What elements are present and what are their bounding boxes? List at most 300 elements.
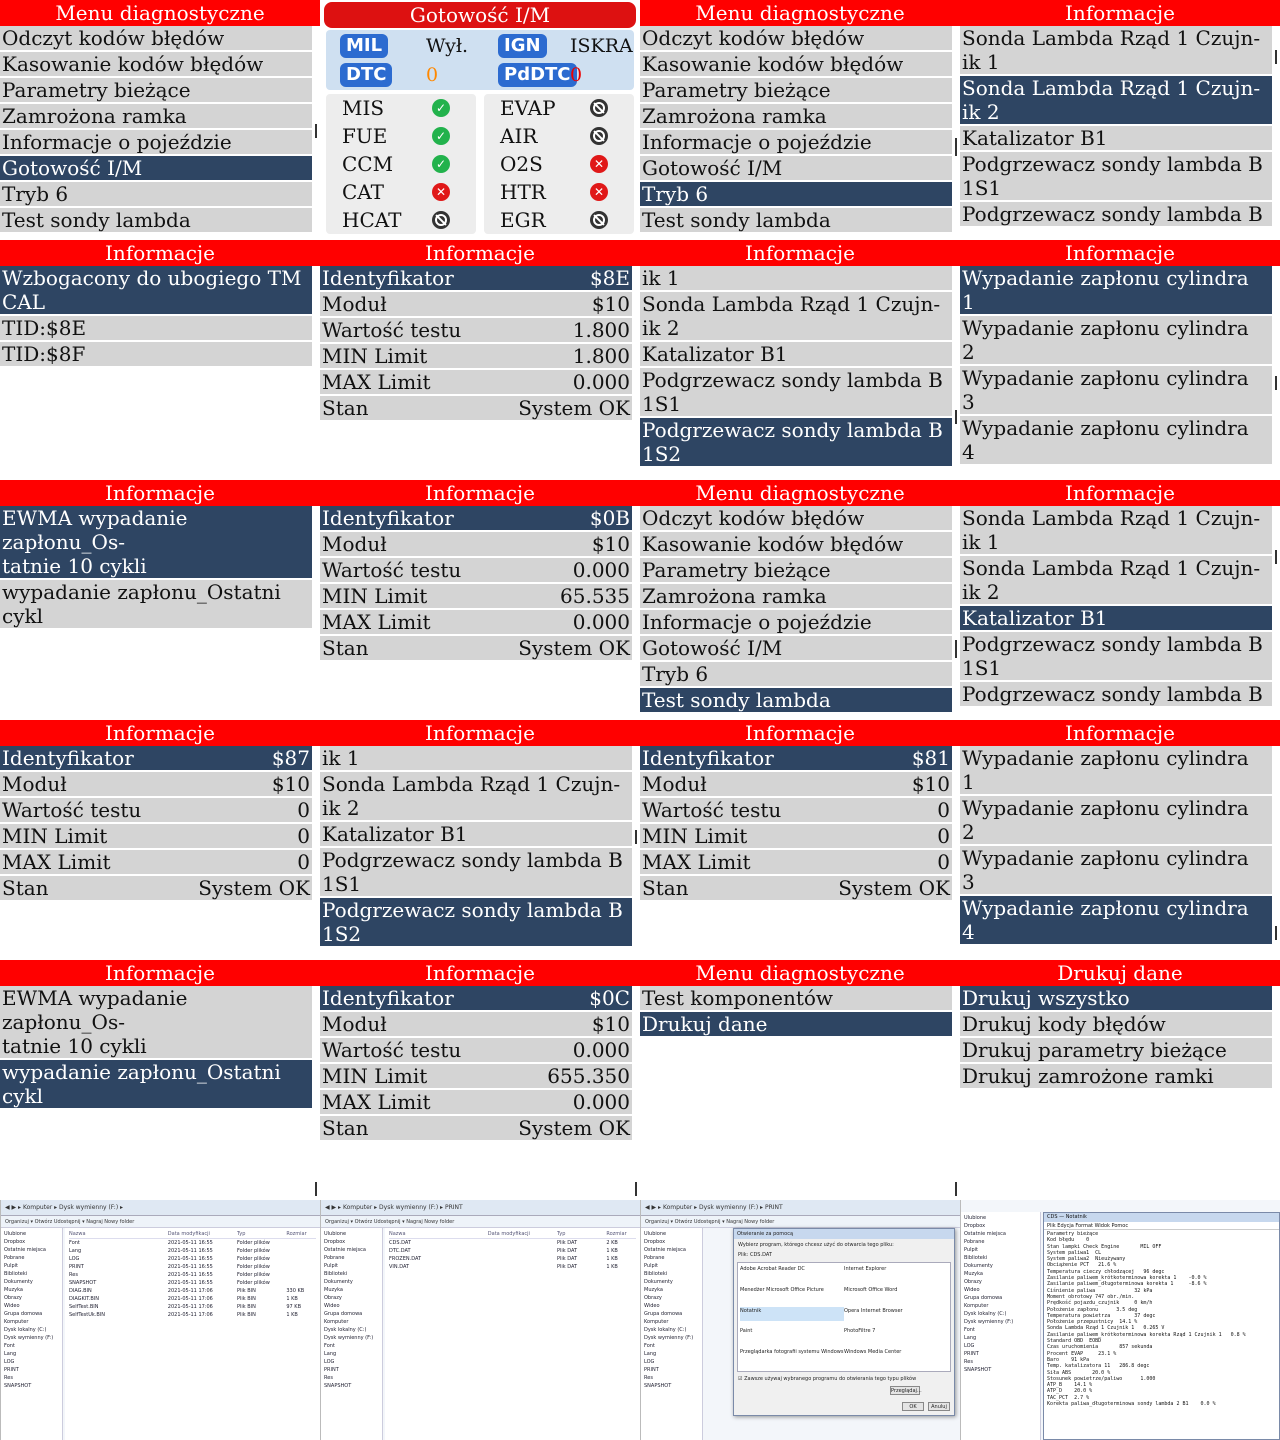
tree-item[interactable]: Ulubione [4,1231,27,1237]
list-item-sensor-2[interactable]: Sonda Lambda Rząd 1 Czujn- ik 2 [960,76,1272,124]
tree-item[interactable]: Pobrane [324,1255,345,1261]
menu-item-read-codes[interactable]: Odczyt kodów błędów [640,506,952,530]
tree-item[interactable]: Ostatnie miejsca [964,1231,1006,1237]
tree-item[interactable]: SNAPSHOT [4,1383,32,1389]
menu-item-print-all[interactable]: Drukuj wszystko [960,986,1272,1010]
list-item-misfire-4[interactable]: Wypadanie zapłonu cylindra 4 [960,416,1272,464]
menu-item-o2-test[interactable]: Test sondy lambda [640,688,952,712]
menu-item-print-codes[interactable]: Drukuj kody błędów [960,1012,1272,1036]
tree-item[interactable]: Komputer [644,1319,669,1325]
tree-item[interactable]: Font [644,1343,655,1349]
file-cell: Plik BIN [236,1296,256,1302]
tree-item[interactable]: Res [644,1375,653,1381]
file-list-header [69,1230,316,1239]
file-row[interactable] [69,1255,316,1263]
tree-item[interactable]: Grupa domowa [324,1311,363,1317]
file-list[interactable] [385,1228,640,1440]
tree-item[interactable]: Ulubione [644,1231,667,1237]
menu-item-readiness[interactable]: Gotowość I/M [640,636,952,660]
tree-item[interactable]: Ulubione [964,1215,987,1221]
monitor-label: HTR [500,180,546,204]
monitors-right [484,94,634,234]
file-row[interactable] [69,1279,316,1287]
scrollbar[interactable] [1275,550,1277,564]
file-row[interactable] [69,1311,316,1319]
file-cell: Plik DAT [556,1240,578,1246]
menu-item-o2-test[interactable]: Test sondy lambda [640,208,952,232]
list-item-catalyst[interactable]: Katalizator B1 [960,126,1272,150]
tree-item[interactable]: PRINT [964,1351,979,1357]
file-cell: Folder plików [236,1256,270,1262]
menu-item-live-data[interactable]: Parametry bieżące [640,558,952,582]
tree-item[interactable]: Dysk wymienny (F:) [324,1335,374,1341]
result-min-row: MIN Limit 65.535 [322,584,630,608]
file-cell: Lang [69,1248,82,1254]
result-module-row: Moduł $10 [642,772,950,796]
scrollbar[interactable] [635,830,637,844]
scrollbar[interactable] [955,138,957,156]
list-item-heater-1[interactable]: Podgrzewacz sondy lambda B 1S1 [320,848,632,896]
list-item-misfire-1[interactable]: Wypadanie zapłonu cylindra 1 [960,746,1272,794]
dtc-label: DTC [340,63,392,87]
file-cell: Plik BIN [236,1304,256,1310]
menu-item-readiness[interactable]: Gotowość I/M [640,156,952,180]
scrollbar[interactable] [1275,376,1277,390]
tree-item[interactable]: Res [4,1375,13,1381]
cross-icon: ✕ [590,183,608,201]
menu-item-read-codes[interactable]: Odczyt kodów błędów [640,26,952,50]
menu-item-freeze-frame[interactable]: Zamrożona ramka [640,584,952,608]
menu-item-mode6[interactable]: Tryb 6 [640,662,952,686]
dialog-title: Otwieranie za pomocą [734,1229,954,1239]
tree-item[interactable]: Font [324,1343,335,1349]
file-cell: PRINT [69,1264,84,1270]
tree-item[interactable]: Muzyka [644,1287,663,1293]
result-max-row: MAX Limit 0 [642,850,950,874]
file-cell: DIAG.BIN [69,1288,92,1294]
tree-item[interactable]: Muzyka [964,1271,983,1277]
check-icon: ✓ [432,155,450,173]
tree-item[interactable]: Dysk lokalny (C:) [324,1327,367,1333]
scrollbar[interactable] [315,1182,317,1196]
menu-item-readiness[interactable]: Gotowość I/M [0,156,312,180]
result-value-row: Wartość testu 1.800 [322,318,630,342]
file-row[interactable] [389,1239,636,1247]
menu-item-o2-test[interactable]: Test sondy lambda [0,208,312,232]
monitor-row [326,94,476,122]
list-item-heater-2[interactable]: Podgrzewacz sondy lambda B 1S2 [640,418,952,466]
ign-value: ISKRA [570,35,633,57]
menu-item-live-data[interactable]: Parametry bieżące [640,78,952,102]
readiness-header [326,30,634,90]
tree-item[interactable]: Wideo [644,1303,660,1309]
file-row[interactable] [389,1255,636,1263]
ign-label: IGN [498,34,547,58]
menu-item-print-data[interactable]: Drukuj dane [640,1012,952,1036]
list-item-sensor-1[interactable]: Sonda Lambda Rząd 1 Czujn- ik 1 [960,26,1272,74]
tree-item[interactable]: SNAPSHOT [644,1383,672,1389]
tree-item[interactable]: Res [964,1359,973,1365]
file-cell: 2 KB [606,1240,618,1246]
list-item-misfire-2[interactable]: Wypadanie zapłonu cylindra 2 [960,796,1272,844]
explorer-toolbar[interactable]: Organizuj ▾ Otwórz Udostępnij ▾ Nagraj Nowy folder [321,1216,640,1228]
tree-item[interactable]: Dysk wymienny (F:) [964,1319,1014,1325]
result-value-row: Wartość testu 0 [2,798,310,822]
list-item-misfire-3[interactable]: Wypadanie zapłonu cylindra 3 [960,846,1272,894]
result-id-row: Identyfikator $0C [322,986,630,1010]
cancel-button[interactable]: Anuluj [928,1402,950,1411]
scrollbar[interactable] [1275,50,1277,64]
tree-item[interactable]: Dysk wymienny (F:) [644,1335,694,1341]
tree-item[interactable]: LOG [324,1359,335,1365]
open-with-dialog [733,1228,955,1416]
panel-misfire-a [960,240,1280,480]
program-item[interactable]: Przeglądarka fotografii systemu Windows [740,1349,844,1356]
navigation-tree[interactable] [961,1212,1041,1440]
result-min-row: MIN Limit 655.350 [322,1064,630,1088]
list-item-catalyst[interactable]: Katalizator B1 [960,606,1272,630]
program-item[interactable]: Paint [740,1328,753,1335]
tree-item[interactable]: Pulpit [324,1263,339,1269]
tree-item[interactable]: Obrazy [324,1295,342,1301]
tree-item[interactable]: Font [964,1327,975,1333]
file-cell: Folder plików [236,1280,270,1286]
scrollbar[interactable] [955,640,957,658]
tree-item[interactable]: Dropbox [4,1239,26,1245]
address-bar[interactable]: ◀ ▶ ▸ Komputer ▸ Dysk wymienny (F:) ▸ PRINT [641,1200,960,1216]
check-icon: ✓ [432,99,450,117]
file-row[interactable] [69,1287,316,1295]
file-cell [286,1247,316,1255]
list-item-sensor-1-tail[interactable]: ik 1 [640,266,952,290]
tree-item[interactable]: Dropbox [644,1239,666,1245]
monitor-row [326,178,476,206]
tree-item[interactable]: Dokumenty [324,1279,353,1285]
list-item-ewma-last[interactable]: wypadanie zapłonu_Ostatni cykl [0,580,312,628]
file-cell: LOG [69,1256,80,1262]
tree-item[interactable]: Font [4,1343,15,1349]
menu-item-mode6[interactable]: Tryb 6 [0,182,312,206]
file-row[interactable] [389,1263,636,1271]
list-item-heater-1[interactable]: Podgrzewacz sondy lambda B 1S1 [960,632,1272,680]
list-item-misfire-3[interactable]: Wypadanie zapłonu cylindra 3 [960,366,1272,414]
file-cell: SNAPSHOT [69,1280,97,1286]
panel-title: Informacje [0,480,320,506]
panel-title: Menu diagnostyczne [640,0,960,26]
column-header[interactable]: Rozmiar [286,1231,307,1237]
file-cell: 2021-05-11 16:55 [167,1280,213,1286]
program-item[interactable]: Opera Internet Browser [844,1307,903,1314]
scrollbar[interactable] [955,410,957,424]
monitor-label: EVAP [500,96,556,120]
file-row[interactable] [69,1263,316,1271]
explorer-toolbar[interactable]: Organizuj ▾ Otwórz Udostępnij ▾ Nagraj Nowy folder [641,1216,960,1228]
panel-title: Informacje [0,960,320,986]
file-cell: DTC.DAT [389,1248,411,1254]
tree-item[interactable]: SNAPSHOT [964,1367,992,1373]
list-item-sensor-2[interactable]: Sonda Lambda Rząd 1 Czujn- ik 2 [320,772,632,820]
tree-item[interactable]: Obrazy [644,1295,662,1301]
panel-info-sensors-c [960,480,1280,720]
tree-item[interactable]: Ostatnie miejsca [644,1247,686,1253]
tree-item[interactable]: Dysk lokalny (C:) [4,1327,47,1333]
column-header[interactable]: Typ [556,1231,566,1237]
program-item[interactable]: Microsoft Office Word [844,1286,898,1293]
explorer-print-window [320,1200,640,1440]
panel-title: Menu diagnostyczne [640,480,960,506]
panel-result-0c [320,960,640,1200]
tree-item[interactable]: Dropbox [964,1223,986,1229]
scrollbar[interactable] [955,1182,957,1196]
file-cell [286,1279,316,1287]
file-cell: Plik DAT [556,1256,578,1262]
program-item[interactable]: PhotoFiltre 7 [844,1328,876,1335]
menu-item-mode6[interactable]: Tryb 6 [640,182,952,206]
list-item-sensor-2[interactable]: Sonda Lambda Rząd 1 Czujn- ik 2 [960,556,1272,604]
monitor-row [484,178,634,206]
not-supported-icon [590,99,608,117]
result-min-row: MIN Limit 1.800 [322,344,630,368]
tree-item[interactable]: PRINT [324,1367,339,1373]
explorer-toolbar[interactable]: Organizuj ▾ Otwórz Udostępnij ▾ Nagraj Nowy folder [1,1216,320,1228]
tree-item[interactable]: Res [324,1375,333,1381]
tree-item[interactable]: Wideo [964,1287,980,1293]
column-header[interactable]: Data modyfikacji [487,1231,530,1237]
panel-title: Informacje [320,720,640,746]
navigation-tree[interactable] [641,1228,703,1440]
address-bar[interactable]: ◀ ▶ ▸ Komputer ▸ Dysk wymienny (F:) ▸ [1,1200,320,1216]
tree-item[interactable]: Wideo [324,1303,340,1309]
tree-item[interactable]: Dysk wymienny (F:) [4,1335,54,1341]
result-status-row: Stan System OK [322,636,630,660]
menu-item-live-data[interactable]: Parametry bieżące [0,78,312,102]
monitor-row [484,150,634,178]
browse-button[interactable]: Przeglądaj... [891,1388,922,1394]
list-item-sensor-2[interactable]: Sonda Lambda Rząd 1 Czujn- ik 2 [640,292,952,340]
file-cell [286,1255,316,1263]
list-item-heater-2[interactable]: Podgrzewacz sondy lambda B 1S2 [320,898,632,946]
panel-readiness [320,0,640,240]
tree-item[interactable]: Lang [4,1351,17,1357]
navigation-tree[interactable] [321,1228,383,1440]
file-cell: 1 KB [606,1264,618,1270]
monitor-row [326,150,476,178]
tree-item[interactable]: Pobrane [964,1239,985,1245]
column-header[interactable]: Rozmiar [606,1231,627,1237]
tree-item[interactable]: Komputer [324,1319,349,1325]
list-item-heater-1[interactable]: Podgrzewacz sondy lambda B 1S1 [640,368,952,416]
panel-title: Informacje [960,720,1280,746]
result-status-row: Stan System OK [322,396,630,420]
dialog-prompt: Wybierz program, którego chcesz użyć do otwarcia tego pliku: [738,1242,894,1248]
menu-item-vehicle-info[interactable]: Informacje o pojeździe [640,610,952,634]
list-item-heater-2[interactable]: Podgrzewacz sondy lambda B [960,682,1272,706]
tree-item[interactable]: Lang [324,1351,337,1357]
column-header[interactable]: Nazwa [389,1231,406,1237]
notepad-text[interactable]: Parametry bieżące Kod błędu 0 Stan lampki Check Engine MIL OFF System paliwa1 CL System paliwa2 Nieużywany Obciążenie PCT 21.6 % Temperatura cieczy chłodzącej 96 degc Zasilanie paliwem_krótkoterminowa korekta 1 -0.0 % Zasilanie paliwem_długoterminowa korekta 1 -8.6 % Ciśnienie paliwa 32 kPa Moment obrotowy 747 obr./min. Prędkość pojazdu_czujnik 0 km/h Położenie zapłonu 3.5 deg Temperatura powietrza 37 degc Położenie przepustnicy 14.1 % Sonda Lambda Rząd 1 Czujnik 1 0.265 V Zasilanie paliwem_krótkoterminowa korekta Rząd 1 Czujnik 1 0.8 % Standard OBD EOBD Czas uruchomienia 857 sekunda Procent EVAP 23.1 % Baro 91 kPa Temp. katalizatora 11 286.8 degc Siła ABS 20.0 % Stosunek powietrze/paliwo 1.000 ATP_B 14.1 % ATP_D 20.0 % TAC_PCT 2.7 % Korekta paliwa_długoterminowa sondy lambda 2 B1 0.0 % [1047,1231,1246,1408]
list-item-sensor-1-tail[interactable]: ik 1 [320,746,632,770]
file-row[interactable] [69,1239,316,1247]
tree-item[interactable]: Biblioteki [964,1255,988,1261]
file-cell [286,1239,316,1247]
file-cell: 2021-05-11 16:55 [167,1256,213,1262]
tree-item[interactable]: Pobrane [4,1255,25,1261]
list-item-ewma-last[interactable]: wypadanie zapłonu_Ostatni cykl [0,1060,312,1108]
mil-label: MIL [340,34,388,58]
tree-item[interactable]: Pulpit [4,1263,19,1269]
scrollbar[interactable] [1275,926,1277,940]
file-cell: 1 KB [606,1248,618,1254]
file-cell: 2021-05-11 17:06 [167,1288,213,1294]
panel-title: Informacje [960,0,1280,26]
file-row[interactable] [69,1295,316,1303]
tree-item[interactable]: LOG [4,1359,15,1365]
menu-item-read-codes[interactable]: Odczyt kodów błędów [0,26,312,50]
list-item-sensor-1[interactable]: Sonda Lambda Rząd 1 Czujn- ik 1 [960,506,1272,554]
menu-item-clear-codes[interactable]: Kasowanie kodów błędów [0,52,312,76]
tree-item[interactable]: Pulpit [644,1263,659,1269]
file-row[interactable] [389,1247,636,1255]
menu-item-print-live[interactable]: Drukuj parametry bieżące [960,1038,1272,1062]
tree-item[interactable]: Dokumenty [644,1279,673,1285]
program-item[interactable]: Windows Media Center [844,1349,902,1356]
navigation-tree[interactable] [1,1228,63,1440]
column-header[interactable]: Nazwa [69,1231,86,1237]
tree-item[interactable]: LOG [964,1343,975,1349]
list-item-heater-1[interactable]: Podgrzewacz sondy lambda B 1S1 [960,152,1272,200]
tree-item[interactable]: Lang [644,1351,657,1357]
menu-item-print-frozen[interactable]: Drukuj zamrożone ramki [960,1064,1272,1088]
panel-menu-o2 [640,480,960,720]
file-cell: Plik BIN [236,1288,256,1294]
list-item-tid-8f[interactable]: TID:$8F [0,342,312,366]
column-header[interactable]: Data modyfikacji [167,1231,210,1237]
tree-item[interactable]: Grupa domowa [4,1311,43,1317]
file-cell: 330 KB [286,1288,305,1294]
tree-item[interactable]: Wideo [4,1303,20,1309]
list-item-test-rich-lean[interactable]: Wzbogacony do ubogiego TM CAL [0,266,312,314]
panel-title: Informacje [640,720,960,746]
file-row[interactable] [69,1271,316,1279]
list-item-misfire-2[interactable]: Wypadanie zapłonu cylindra 2 [960,316,1272,364]
file-cell [286,1271,316,1279]
tree-item[interactable]: Ostatnie miejsca [4,1247,46,1253]
result-status-row: Stan System OK [642,876,950,900]
file-cell: Plik DAT [556,1248,578,1254]
program-item[interactable]: Menedżer Microsoft Office Picture [740,1286,824,1293]
file-cell: 1 KB [286,1296,298,1302]
file-row[interactable] [69,1303,316,1311]
menu-item-freeze-frame[interactable]: Zamrożona ramka [640,104,952,128]
list-item-misfire-4[interactable]: Wypadanie zapłonu cylindra 4 [960,896,1272,944]
menu-item-clear-codes[interactable]: Kasowanie kodów błędów [640,52,952,76]
monitor-row [484,94,634,122]
file-cell: 1 KB [606,1256,618,1262]
tree-item[interactable]: Obrazy [964,1279,982,1285]
tree-item[interactable]: PRINT [644,1367,659,1373]
list-item-misfire-1[interactable]: Wypadanie zapłonu cylindra 1 [960,266,1272,314]
tree-item[interactable]: Pulpit [964,1247,979,1253]
result-status-row: Stan System OK [322,1116,630,1140]
program-item[interactable]: Notatnik [740,1307,844,1321]
result-max-row: MAX Limit 0.000 [322,1090,630,1114]
list-item-ewma-10[interactable]: EWMA wypadanie zapłonu_Os- tatnie 10 cykli [0,506,312,578]
tree-item[interactable]: PRINT [4,1367,19,1373]
program-item[interactable]: Adobe Acrobat Reader DC [740,1266,805,1272]
tree-item[interactable]: Dokumenty [964,1263,993,1269]
panel-print [960,960,1280,1200]
tree-item[interactable]: LOG [644,1359,655,1365]
list-item-heater-2[interactable]: Podgrzewacz sondy lambda B [960,202,1272,226]
tree-item[interactable]: Dokumenty [4,1279,33,1285]
notepad-menu[interactable]: Plik Edycja Format Widok Pomoc [1044,1222,1279,1230]
always-use-checkbox[interactable]: ☑ Zawsze używaj wybranego programu do otwierania tego typu plików [738,1376,917,1382]
result-max-row: MAX Limit 0.000 [322,610,630,634]
tree-item[interactable]: Dysk lokalny (C:) [964,1311,1007,1317]
file-list[interactable] [65,1228,320,1440]
program-item[interactable]: Internet Explorer [844,1266,887,1272]
panel-title: Informacje [0,240,320,266]
tree-item[interactable]: Lang [964,1335,977,1341]
monitor-row [484,206,634,234]
list-item-catalyst[interactable]: Katalizator B1 [640,342,952,366]
panel-title: Menu diagnostyczne [640,960,960,986]
ok-button[interactable]: OK [902,1402,924,1411]
tree-item[interactable]: Biblioteki [644,1271,668,1277]
tree-item[interactable]: Muzyka [324,1287,343,1293]
address-bar[interactable]: ◀ ▶ ▸ Komputer ▸ Dysk wymienny (F:) ▸ PRINT [321,1200,640,1216]
not-supported-icon [432,211,450,229]
menu-item-freeze-frame[interactable]: Zamrożona ramka [0,104,312,128]
monitor-label: O2S [500,152,543,176]
menu-item-clear-codes[interactable]: Kasowanie kodów błędów [640,532,952,556]
tree-item[interactable]: Biblioteki [4,1271,28,1277]
tree-item[interactable]: SNAPSHOT [324,1383,352,1389]
tree-item[interactable]: Grupa domowa [964,1295,1003,1301]
scrollbar[interactable] [635,1182,637,1196]
file-cell: 2021-05-11 16:55 [167,1248,213,1254]
tree-item[interactable]: Dysk lokalny (C:) [644,1327,687,1333]
tree-item[interactable]: Grupa domowa [644,1311,683,1317]
scrollbar[interactable] [315,124,317,138]
panel-title: Informacje [960,240,1280,266]
result-min-row: MIN Limit 0 [2,824,310,848]
explorer-openwith-window [640,1200,960,1440]
panel-title: Informacje [0,720,320,746]
tree-item[interactable]: Ostatnie miejsca [324,1247,366,1253]
tree-item[interactable]: Komputer [4,1319,29,1325]
program-list[interactable] [737,1262,951,1372]
column-header[interactable]: Typ [236,1231,246,1237]
list-item-tid-8e[interactable]: TID:$8E [0,316,312,340]
tree-item[interactable]: Biblioteki [324,1271,348,1277]
tree-item[interactable]: Dropbox [324,1239,346,1245]
result-id-row: Identyfikator $0B [322,506,630,530]
tree-item[interactable]: Pobrane [644,1255,665,1261]
list-item-catalyst[interactable]: Katalizator B1 [320,822,632,846]
tree-item[interactable]: Muzyka [4,1287,23,1293]
file-row[interactable] [69,1247,316,1255]
tree-item[interactable]: Ulubione [324,1231,347,1237]
tree-item[interactable]: Obrazy [4,1295,22,1301]
menu-item-vehicle-info[interactable]: Informacje o pojeździe [0,130,312,154]
menu-item-vehicle-info[interactable]: Informacje o pojeździe [640,130,952,154]
tree-item[interactable]: Komputer [964,1303,989,1309]
notepad-window-shot [960,1200,1280,1440]
pddtc-value: 0 [570,64,583,86]
menu-item-component-test[interactable]: Test komponentów [640,986,952,1010]
list-item-ewma-10[interactable]: EWMA wypadanie zapłonu_Os- tatnie 10 cykli [0,986,312,1058]
